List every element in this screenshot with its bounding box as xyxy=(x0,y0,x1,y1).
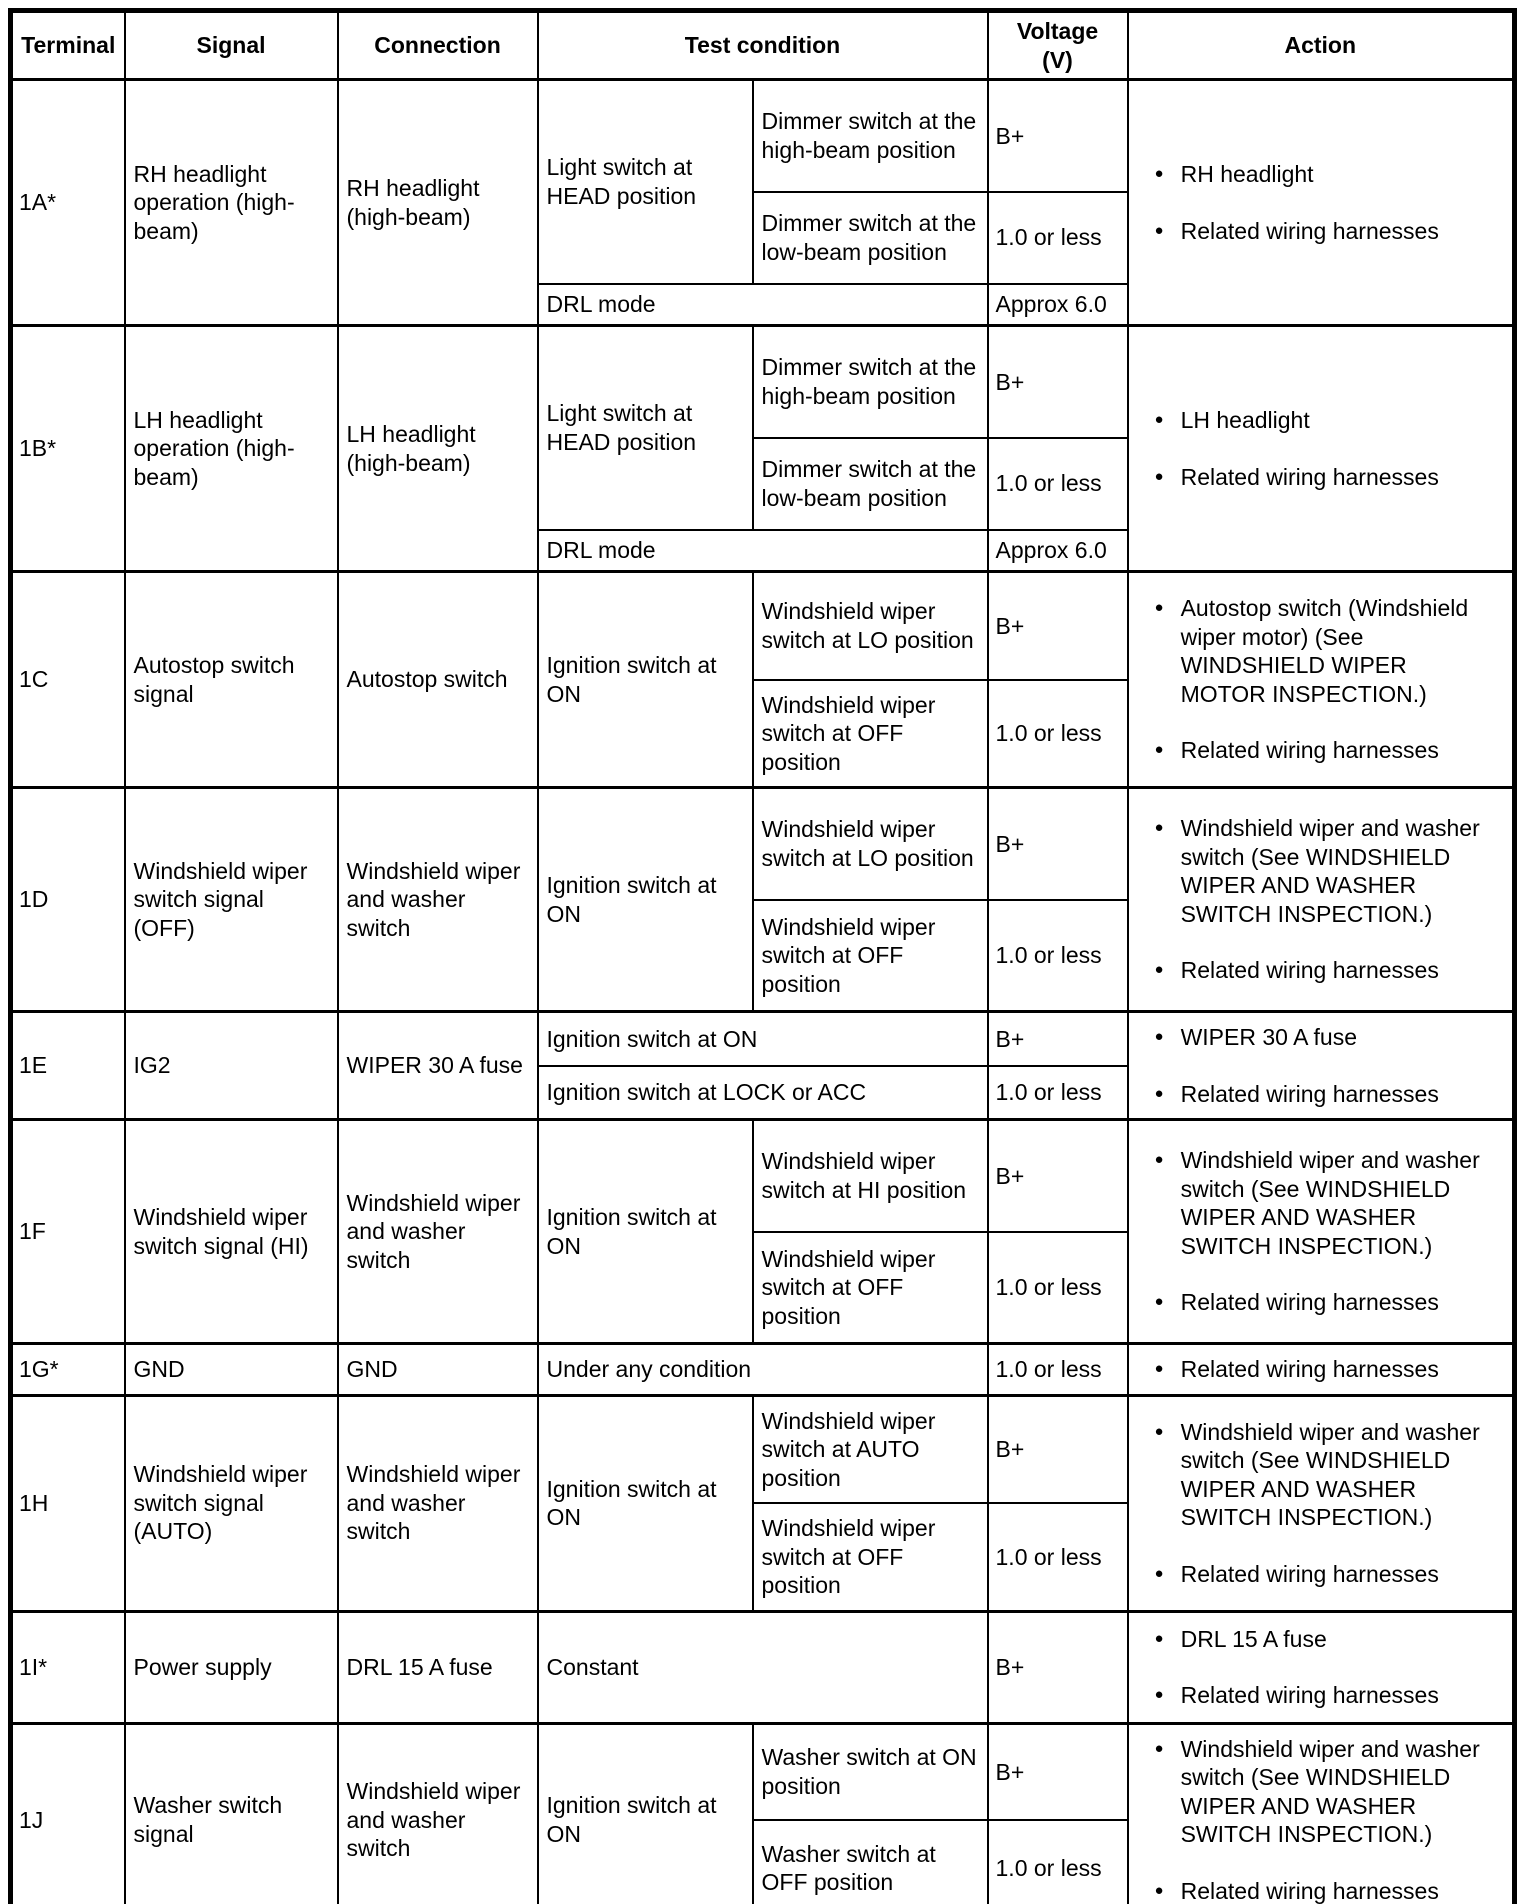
action-item xyxy=(1155,1560,1501,1589)
terminal-cell-1f: 1F xyxy=(11,1120,125,1344)
test-condition-sub-cell: Washer switch at OFF position xyxy=(753,1820,988,1904)
connection-cell: DRL 15 A fuse xyxy=(338,1611,538,1723)
action-item xyxy=(1155,1355,1501,1384)
action-item xyxy=(1155,1288,1501,1317)
bullet-icon: ● xyxy=(1154,1739,1164,1757)
table-row xyxy=(11,1344,1515,1396)
action-item xyxy=(1155,1418,1501,1532)
test-condition-sub-cell: Windshield wiper switch at LO position xyxy=(753,788,988,900)
action-item xyxy=(1155,1023,1501,1052)
action-cell xyxy=(1128,80,1515,326)
signal-cell: Windshield wiper switch signal (HI) xyxy=(125,1120,338,1344)
test-condition-sub-cell: Windshield wiper switch at OFF position xyxy=(753,1503,988,1611)
signal-cell: IG2 xyxy=(125,1012,338,1120)
signal-cell: LH headlight operation (high-beam) xyxy=(125,326,338,572)
bullet-icon: ● xyxy=(1154,599,1164,617)
action-list xyxy=(1137,808,1505,991)
connection-cell: Windshield wiper and washer switch xyxy=(338,1723,538,1904)
action-text: WIPER 30 A fuse xyxy=(1180,1024,1357,1051)
test-condition-sub-cell: Windshield wiper switch at LO position xyxy=(753,572,988,680)
bullet-icon: ● xyxy=(1154,1881,1164,1899)
col-header-voltage xyxy=(988,11,1128,80)
test-condition-sub-cell: Dimmer switch at the low-beam position xyxy=(753,438,988,530)
table-row xyxy=(11,572,1515,680)
terminal-cell-1c: 1C xyxy=(11,572,125,788)
table-row xyxy=(11,1723,1515,1820)
bullet-icon: ● xyxy=(1154,1293,1164,1311)
action-item xyxy=(1155,1080,1501,1109)
terminal-cell-1g: 1G* xyxy=(11,1344,125,1396)
terminal-voltage-table xyxy=(8,8,1517,1904)
voltage-cell: Approx 6.0 xyxy=(988,284,1128,326)
action-text: Related wiring harnesses xyxy=(1180,1356,1439,1383)
voltage-cell: 1.0 or less xyxy=(988,1232,1128,1344)
table-row xyxy=(11,1395,1515,1503)
table-row xyxy=(11,326,1515,438)
voltage-cell: 1.0 or less xyxy=(988,680,1128,788)
voltage-cell: B+ xyxy=(988,1120,1128,1232)
bullet-icon: ● xyxy=(1154,467,1164,485)
action-item xyxy=(1155,814,1501,928)
action-text: Autostop switch (Windshield wiper motor) (See WINDSHIELD WIPER MOTOR INSPECTION.) xyxy=(1180,595,1469,707)
voltage-cell: 1.0 or less xyxy=(988,1503,1128,1611)
action-text: Windshield wiper and washer switch (See WINDSHIELD WIPER AND WASHER SWITCH INSPECTION.) xyxy=(1180,815,1480,927)
action-text: Related wiring harnesses xyxy=(1180,1682,1439,1709)
action-text: Related wiring harnesses xyxy=(1180,1080,1439,1107)
voltage-cell: B+ xyxy=(988,788,1128,900)
voltage-cell: 1.0 or less xyxy=(988,192,1128,284)
test-condition-full-cell: Constant xyxy=(538,1611,988,1723)
test-condition-sub-cell: Windshield wiper switch at OFF position xyxy=(753,1232,988,1344)
action-list xyxy=(1137,1619,1505,1716)
test-condition-main-cell: Ignition switch at ON xyxy=(538,1723,753,1904)
test-condition-main-cell: Ignition switch at ON xyxy=(538,1120,753,1344)
action-text: RH headlight xyxy=(1180,161,1314,188)
action-text: Windshield wiper and washer switch (See WINDSHIELD WIPER AND WASHER SWITCH INSPECTION.) xyxy=(1180,1147,1480,1259)
action-text: Related wiring harnesses xyxy=(1180,1560,1439,1587)
action-list xyxy=(1137,154,1505,251)
bullet-icon: ● xyxy=(1154,961,1164,979)
action-item xyxy=(1155,1146,1501,1260)
connection-cell: Windshield wiper and washer switch xyxy=(338,1395,538,1611)
signal-cell: Power supply xyxy=(125,1611,338,1723)
col-header-connection: Connection xyxy=(338,11,538,80)
action-text: Related wiring harnesses xyxy=(1180,217,1439,244)
action-item xyxy=(1155,463,1501,492)
connection-cell: GND xyxy=(338,1344,538,1396)
action-cell xyxy=(1128,326,1515,572)
connection-cell: Windshield wiper and washer switch xyxy=(338,788,538,1012)
bullet-icon: ● xyxy=(1154,1360,1164,1378)
signal-cell: Washer switch signal xyxy=(125,1723,338,1904)
test-condition-sub-cell: Dimmer switch at the low-beam position xyxy=(753,192,988,284)
table-row xyxy=(11,788,1515,900)
bullet-icon: ● xyxy=(1154,1084,1164,1102)
voltage-cell: B+ xyxy=(988,1012,1128,1066)
table-header-row xyxy=(11,11,1515,80)
voltage-cell: 1.0 or less xyxy=(988,1344,1128,1396)
action-text: Related wiring harnesses xyxy=(1180,957,1439,984)
terminal-cell-1d: 1D xyxy=(11,788,125,1012)
connection-cell: Autostop switch xyxy=(338,572,538,788)
action-cell xyxy=(1128,1611,1515,1723)
col-header-signal: Signal xyxy=(125,11,338,80)
action-text: LH headlight xyxy=(1180,407,1310,434)
bullet-icon: ● xyxy=(1154,1422,1164,1440)
signal-cell: Windshield wiper switch signal (AUTO) xyxy=(125,1395,338,1611)
signal-cell: Autostop switch signal xyxy=(125,572,338,788)
action-list xyxy=(1137,1729,1505,1904)
table-row xyxy=(11,1012,1515,1066)
bullet-icon: ● xyxy=(1154,819,1164,837)
bullet-icon: ● xyxy=(1154,741,1164,759)
test-condition-sub-cell: Windshield wiper switch at OFF position xyxy=(753,900,988,1012)
signal-cell: GND xyxy=(125,1344,338,1396)
test-condition-main-cell: Light switch at HEAD position xyxy=(538,80,753,284)
col-header-test-condition: Test condition xyxy=(538,11,988,80)
voltage-cell: B+ xyxy=(988,80,1128,192)
connection-cell: Windshield wiper and washer switch xyxy=(338,1120,538,1344)
action-item xyxy=(1155,217,1501,246)
table-row xyxy=(11,1120,1515,1232)
bullet-icon: ● xyxy=(1154,1629,1164,1647)
bullet-icon: ● xyxy=(1154,411,1164,429)
action-cell xyxy=(1128,1012,1515,1120)
action-item xyxy=(1155,1735,1501,1849)
action-list xyxy=(1137,1017,1505,1114)
terminal-cell-1b: 1B* xyxy=(11,326,125,572)
action-text: Related wiring harnesses xyxy=(1180,737,1439,764)
col-header-action: Action xyxy=(1128,11,1515,80)
connection-cell: LH headlight (high-beam) xyxy=(338,326,538,572)
voltage-cell: 1.0 or less xyxy=(988,438,1128,530)
action-item xyxy=(1155,736,1501,765)
signal-cell: Windshield wiper switch signal (OFF) xyxy=(125,788,338,1012)
test-condition-main-cell: Light switch at HEAD position xyxy=(538,326,753,530)
terminal-cell-1j: 1J xyxy=(11,1723,125,1904)
action-list xyxy=(1137,1140,1505,1323)
table-row xyxy=(11,1611,1515,1723)
col-header-terminal: Terminal xyxy=(11,11,125,80)
action-cell xyxy=(1128,572,1515,788)
test-condition-sub-cell: Dimmer switch at the high-beam position xyxy=(753,80,988,192)
action-cell xyxy=(1128,788,1515,1012)
action-text: Windshield wiper and washer switch (See WINDSHIELD WIPER AND WASHER SWITCH INSPECTION.) xyxy=(1180,1418,1480,1531)
voltage-unit-label: (V) xyxy=(1042,46,1073,73)
terminal-cell-1i: 1I* xyxy=(11,1611,125,1723)
connection-cell: WIPER 30 A fuse xyxy=(338,1012,538,1120)
bullet-icon: ● xyxy=(1154,221,1164,239)
bullet-icon: ● xyxy=(1154,165,1164,183)
bullet-icon: ● xyxy=(1154,1564,1164,1582)
voltage-cell: 1.0 or less xyxy=(988,1066,1128,1120)
signal-cell: RH headlight operation (high-beam) xyxy=(125,80,338,326)
test-condition-main-cell: Ignition switch at ON xyxy=(538,788,753,1012)
action-list xyxy=(1137,1349,1505,1390)
terminal-cell-1h: 1H xyxy=(11,1395,125,1611)
action-list xyxy=(1137,588,1505,771)
table-row xyxy=(11,80,1515,192)
action-text: Windshield wiper and washer switch (See WINDSHIELD WIPER AND WASHER SWITCH INSPECTION.) xyxy=(1180,1735,1480,1848)
voltage-cell: 1.0 or less xyxy=(988,900,1128,1012)
action-text: Related wiring harnesses xyxy=(1180,463,1439,490)
test-condition-sub-cell: Windshield wiper switch at AUTO position xyxy=(753,1395,988,1503)
action-text: DRL 15 A fuse xyxy=(1180,1625,1327,1652)
connection-cell: RH headlight (high-beam) xyxy=(338,80,538,326)
test-condition-full-cell: Ignition switch at LOCK or ACC xyxy=(538,1066,988,1120)
terminal-cell-1e: 1E xyxy=(11,1012,125,1120)
test-condition-main-cell: Ignition switch at ON xyxy=(538,572,753,788)
action-cell xyxy=(1128,1120,1515,1344)
action-text: Related wiring harnesses xyxy=(1180,1289,1439,1316)
action-item xyxy=(1155,1681,1501,1710)
test-condition-sub-cell: Windshield wiper switch at OFF position xyxy=(753,680,988,788)
test-condition-sub-cell: Windshield wiper switch at HI position xyxy=(753,1120,988,1232)
voltage-cell: B+ xyxy=(988,1395,1128,1503)
voltage-cell: 1.0 or less xyxy=(988,1820,1128,1904)
voltage-cell: Approx 6.0 xyxy=(988,530,1128,572)
bullet-icon: ● xyxy=(1154,1151,1164,1169)
voltage-label: Voltage xyxy=(1016,18,1099,44)
action-cell xyxy=(1128,1395,1515,1611)
test-condition-full-cell: DRL mode xyxy=(538,530,988,572)
voltage-cell: B+ xyxy=(988,1611,1128,1723)
test-condition-sub-cell: Dimmer switch at the high-beam position xyxy=(753,326,988,438)
action-item xyxy=(1155,594,1501,708)
test-condition-full-cell: Ignition switch at ON xyxy=(538,1012,988,1066)
action-cell xyxy=(1128,1344,1515,1396)
bullet-icon: ● xyxy=(1154,1686,1164,1704)
action-item xyxy=(1155,1625,1501,1654)
voltage-cell: B+ xyxy=(988,1723,1128,1820)
test-condition-full-cell: DRL mode xyxy=(538,284,988,326)
voltage-cell: B+ xyxy=(988,572,1128,680)
action-item xyxy=(1155,406,1501,435)
action-cell xyxy=(1128,1723,1515,1904)
action-item xyxy=(1155,956,1501,985)
action-list xyxy=(1137,400,1505,497)
action-item xyxy=(1155,160,1501,189)
terminal-cell-1a: 1A* xyxy=(11,80,125,326)
test-condition-main-cell: Ignition switch at ON xyxy=(538,1395,753,1611)
action-list xyxy=(1137,1412,1505,1595)
voltage-cell: B+ xyxy=(988,326,1128,438)
action-item xyxy=(1155,1877,1501,1904)
test-condition-sub-cell: Washer switch at ON position xyxy=(753,1723,988,1820)
test-condition-full-cell: Under any condition xyxy=(538,1344,988,1396)
action-text: Related wiring harnesses xyxy=(1180,1877,1439,1904)
bullet-icon: ● xyxy=(1154,1028,1164,1046)
